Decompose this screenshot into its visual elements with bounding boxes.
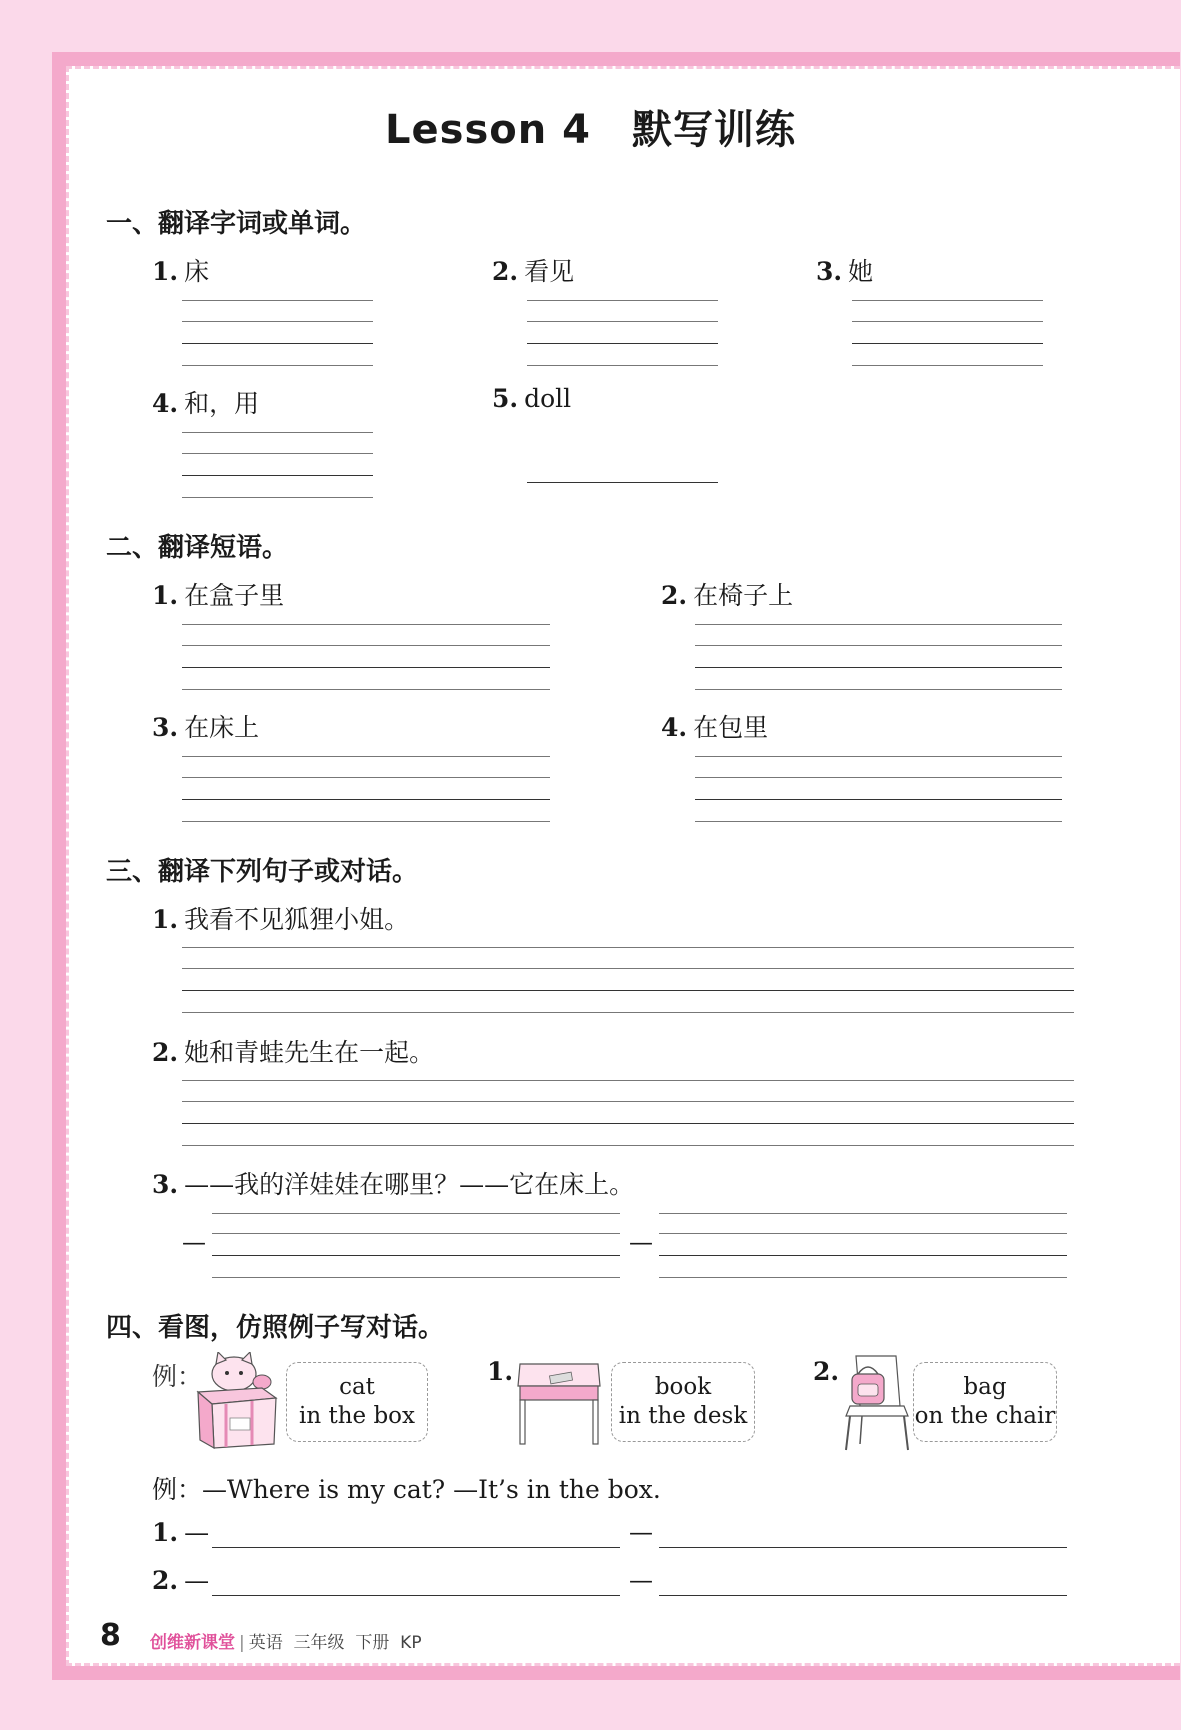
item-number: 4. [661, 713, 688, 742]
answer-2: 2. — [152, 1566, 210, 1595]
s2-item-2 [661, 576, 793, 612]
footer-subject: 英语 [248, 1633, 283, 1653]
item-text: 我看不见狐狸小姐。 [184, 905, 410, 934]
s1-item-3 [816, 252, 873, 288]
s2-item-4 [661, 708, 768, 744]
item-number: 1. [152, 905, 179, 934]
item-number: 4. [152, 389, 179, 418]
s2-item-1 [152, 576, 284, 612]
dash: — [629, 1566, 653, 1594]
answer-2-line-a[interactable] [212, 1595, 620, 1596]
s1-item-2 [492, 252, 574, 288]
item-number: 2. [152, 1566, 179, 1595]
footer-brand: 创维新课堂 [150, 1633, 235, 1653]
card-line-2: on the chair [914, 1403, 1056, 1429]
item-text: 看见 [524, 257, 575, 286]
bag-on-chair-icon [838, 1352, 916, 1452]
answer-2-line-b[interactable] [659, 1595, 1067, 1596]
answer-1: 1. — [152, 1518, 210, 1547]
page-number: 8 [100, 1618, 121, 1653]
section-1-heading: 一、翻译字词或单词。 [106, 209, 367, 239]
s1-item-4 [152, 384, 259, 420]
item-number: 3. [816, 257, 843, 286]
card-line-1: cat [339, 1374, 375, 1400]
item-text: doll [524, 384, 572, 413]
s1-item-1 [152, 252, 209, 288]
item-number: 2. [661, 581, 688, 610]
item-number: 3. [152, 1170, 179, 1199]
footer-separator: | [239, 1633, 245, 1653]
answer-1-line-b[interactable] [659, 1547, 1067, 1548]
item-text: 和，用 [184, 389, 260, 418]
item-number: 2. [152, 1038, 179, 1067]
section-2-heading: 二、翻译短语。 [106, 533, 289, 563]
example-sentence: 例：—Where is my cat? —It’s in the box. [152, 1475, 661, 1504]
section-3-heading: 三、翻译下列句子或对话。 [106, 857, 419, 887]
s3-item-1 [152, 900, 409, 936]
dash: — [629, 1228, 653, 1256]
footer-grade: 三年级 [293, 1633, 345, 1653]
item-text: 在椅子上 [693, 581, 794, 610]
dash: — [182, 1228, 206, 1256]
card-line-1: bag [963, 1374, 1007, 1400]
item-text: ——我的洋娃娃在哪里？——它在床上。 [184, 1170, 635, 1199]
item-number: 1. [152, 257, 179, 286]
item-text: 她和青蛙先生在一起。 [184, 1038, 435, 1067]
card-number-1: 1. [487, 1357, 514, 1386]
item-text: 她 [848, 257, 874, 286]
s3-item-2 [152, 1033, 434, 1069]
cat-in-box-icon [192, 1352, 282, 1452]
example-label: 例： [152, 1362, 203, 1391]
item-number: 5. [492, 384, 519, 413]
footer [150, 1628, 422, 1653]
item-text: 在床上 [184, 713, 260, 742]
picture-card-2 [913, 1362, 1057, 1442]
footer-volume: 下册 [355, 1633, 390, 1653]
s2-item-3 [152, 708, 259, 744]
desk-icon [514, 1358, 604, 1448]
footer-edition: KP [400, 1633, 422, 1653]
section-4-heading: 四、看图，仿照例子写对话。 [106, 1313, 445, 1343]
s1-item-5 [492, 384, 571, 413]
item-number: 2. [492, 257, 519, 286]
picture-card-1 [611, 1362, 755, 1442]
item-number: 3. [152, 713, 179, 742]
card-line-2: in the box [299, 1403, 415, 1429]
item-number: 1. [152, 581, 179, 610]
item-number: 1. [152, 1518, 179, 1547]
item-text: 床 [184, 257, 210, 286]
card-number-2: 2. [813, 1357, 840, 1386]
card-line-1: book [654, 1374, 712, 1400]
dash: — [629, 1518, 653, 1546]
card-line-2: in the desk [618, 1403, 748, 1429]
page-title: Lesson 4 默写训练 [385, 107, 796, 153]
answer-1-line-a[interactable] [212, 1547, 620, 1548]
item-text: 在盒子里 [184, 581, 285, 610]
item-text: 在包里 [693, 713, 769, 742]
example-card [286, 1362, 428, 1442]
s3-item-3 [152, 1165, 634, 1201]
